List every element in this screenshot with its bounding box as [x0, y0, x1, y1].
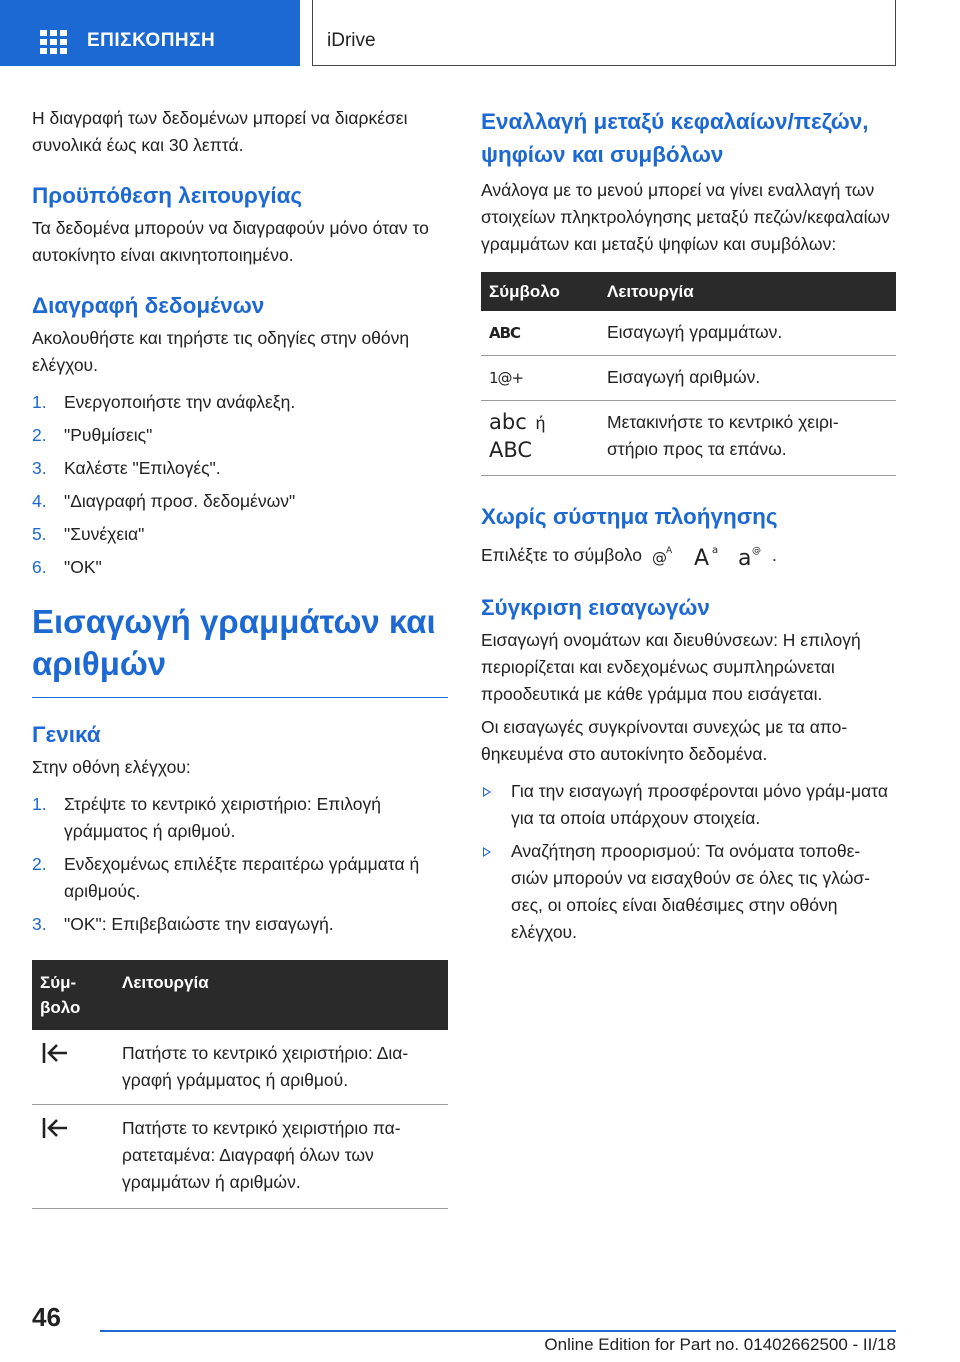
list-item: 1. Στρέψτε το κεντρικό χειριστήριο: Επιλογή γράμματος ή αριθμού. — [32, 794, 381, 841]
delete-symbol-table — [32, 960, 448, 1209]
nonav-paragraph: Επιλέξτε το σύμβολο @ A A a a @ . — [481, 544, 777, 569]
header-tab-overview[interactable] — [0, 0, 300, 66]
list-item: 4. "Διαγραφή προσ. δεδομένων" — [32, 491, 296, 511]
list-item: 3. Καλέστε "Επιλογές". — [32, 458, 221, 478]
left-column — [32, 105, 448, 1209]
table-header-symbol: Σύμβολο — [481, 272, 599, 311]
svg-text:a: a — [738, 545, 752, 569]
table-cell-text: Εισαγωγή αριθμών. — [599, 356, 896, 401]
small-a-at-sign-icon — [736, 543, 766, 569]
table-cell-text: Εισαγωγή γραμμάτων. — [599, 311, 896, 356]
table-cell-text: Πατήστε το κεντρικό χειριστήριο πα-ρατεταμένα: Διαγραφή όλων των γραμμάτων ή αριθμών. — [114, 1105, 448, 1209]
general-steps-list — [32, 791, 448, 938]
at-sign-small-a-icon — [650, 543, 680, 569]
table-header-function: Λειτουργία — [114, 960, 448, 1030]
table-row — [32, 1105, 448, 1209]
sync-paragraph-2: Οι εισαγωγές συγκρίνονται συνεχώς με τα απο-θηκευμένα στο αυτοκίνητο δεδομένα. — [481, 717, 848, 764]
symbol-or: ή — [535, 413, 546, 433]
list-item: 1. Ενεργοποιήστε την ανάφλεξη. — [32, 392, 296, 412]
bullet-triangle-icon — [483, 787, 491, 797]
general-heading: Γενικά — [32, 722, 101, 747]
svg-text:@: @ — [652, 548, 667, 567]
delete-backspace-icon — [40, 1115, 70, 1141]
right-column — [481, 105, 896, 952]
table-row — [32, 1030, 448, 1105]
capital-a-small-a-icon — [692, 543, 726, 569]
intro-paragraph: Η διαγραφή των δεδομένων μπορεί να διαρκέσει συνολικά έως και 30 λεπτά. — [32, 108, 408, 155]
section-title: iDrive — [327, 30, 376, 51]
footer-edition: Online Edition for Part no. 01402662500 - II/18 — [544, 1335, 896, 1354]
table-header-row — [32, 960, 448, 1030]
general-paragraph: Στην οθόνη ελέγχου: — [32, 757, 191, 777]
table-row — [481, 401, 896, 476]
case-switch-icon — [481, 401, 599, 476]
list-item: Αναζήτηση προορισμού: Τα ονόματα τοποθε-σιών μπορούν να εισαχθούν σε όλες τις γλώσ-σες, οι οποίες είναι διαθέσιμες στην οθόνη ελέγχου. — [481, 838, 896, 946]
svg-text:A: A — [666, 545, 673, 556]
sync-paragraph-1: Εισαγωγή ονομάτων και διευθύνσεων: Η επιλογή περιορίζεται και ενδεχομένως συμπληρώνεται προοδευτικά με κάθε γράμμα που εισάγεται. — [481, 630, 861, 704]
prereq-paragraph: Τα δεδομένα μπορούν να διαγραφούν μόνο όταν το αυτοκίνητο είναι ακινητοποιημένο. — [32, 218, 429, 265]
prereq-heading: Προϋπόθεση λειτουργίας — [32, 183, 303, 208]
bullet-triangle-icon — [483, 847, 491, 857]
table-row — [481, 311, 896, 356]
list-item: 6. "OK" — [32, 557, 102, 577]
delete-paragraph: Ακολουθήστε και τηρήστε τις οδηγίες στην οθόνη ελέγχου. — [32, 328, 410, 375]
table-header-row — [481, 272, 896, 311]
letters-abc-icon: ABC — [489, 324, 521, 342]
switch-paragraph: Ανάλογα με το μενού μπορεί να γίνει εναλλαγή των στοιχείων πληκτρολόγησης μεταξύ πεζών/κεφαλαίων γραμμάτων και μεταξύ ψηφίων και συμβόλων: — [481, 180, 890, 254]
sync-heading: Σύγκριση εισαγωγών — [481, 595, 710, 620]
table-cell-text: Μετακινήστε το κεντρικό χειρι-στήριο προς τα επάνω. — [599, 401, 896, 476]
table-row — [481, 356, 896, 401]
svg-text:@: @ — [752, 545, 761, 556]
switch-heading: Εναλλαγή μεταξύ κεφαλαίων/πεζών, ψηφίων και συμβόλων — [481, 109, 869, 167]
digits-symbols-icon: 1@+ — [489, 369, 524, 387]
entry-heading: Εισαγωγή γραμμάτων και αριθμών — [32, 601, 448, 698]
symbol-uppercase: ABC — [489, 438, 533, 462]
sync-bullet-list — [481, 778, 896, 946]
page-number: 46 — [32, 1302, 61, 1332]
list-item: 3. "OK": Επιβεβαιώστε την εισαγωγή. — [32, 914, 334, 934]
delete-backspace-icon — [40, 1040, 70, 1066]
list-item: Για την εισαγωγή προσφέρονται μόνο γράμ-ματα για τα οποία υπάρχουν στοιχεία. — [481, 778, 896, 832]
table-cell-text: Πατήστε το κεντρικό χειριστήριο: Δια-γραφή γράμματος ή αριθμού. — [114, 1030, 448, 1105]
delete-steps-list — [32, 389, 448, 581]
footer-divider — [100, 1330, 896, 1332]
table-header-symbol: Σύμ-βολο — [32, 960, 114, 1030]
svg-text:a: a — [712, 544, 719, 556]
grid-menu-icon — [40, 30, 68, 54]
symbol-lowercase: abc — [489, 410, 527, 434]
list-item: 2. "Ρυθμίσεις" — [32, 425, 153, 445]
switch-symbol-table — [481, 272, 896, 476]
header-section — [312, 0, 896, 66]
header-tab-label: ΕΠΙΣΚΟΠΗΣΗ — [87, 30, 216, 51]
delete-heading: Διαγραφή δεδομένων — [32, 293, 265, 318]
list-item: 5. "Συνέχεια" — [32, 524, 145, 544]
table-header-function: Λειτουργία — [599, 272, 896, 311]
nonav-heading: Χωρίς σύστημα πλοήγησης — [481, 504, 778, 529]
list-item: 2. Ενδεχομένως επιλέξτε περαιτέρω γράμματα ή αριθμούς. — [32, 854, 420, 901]
svg-text:A: A — [694, 545, 710, 569]
